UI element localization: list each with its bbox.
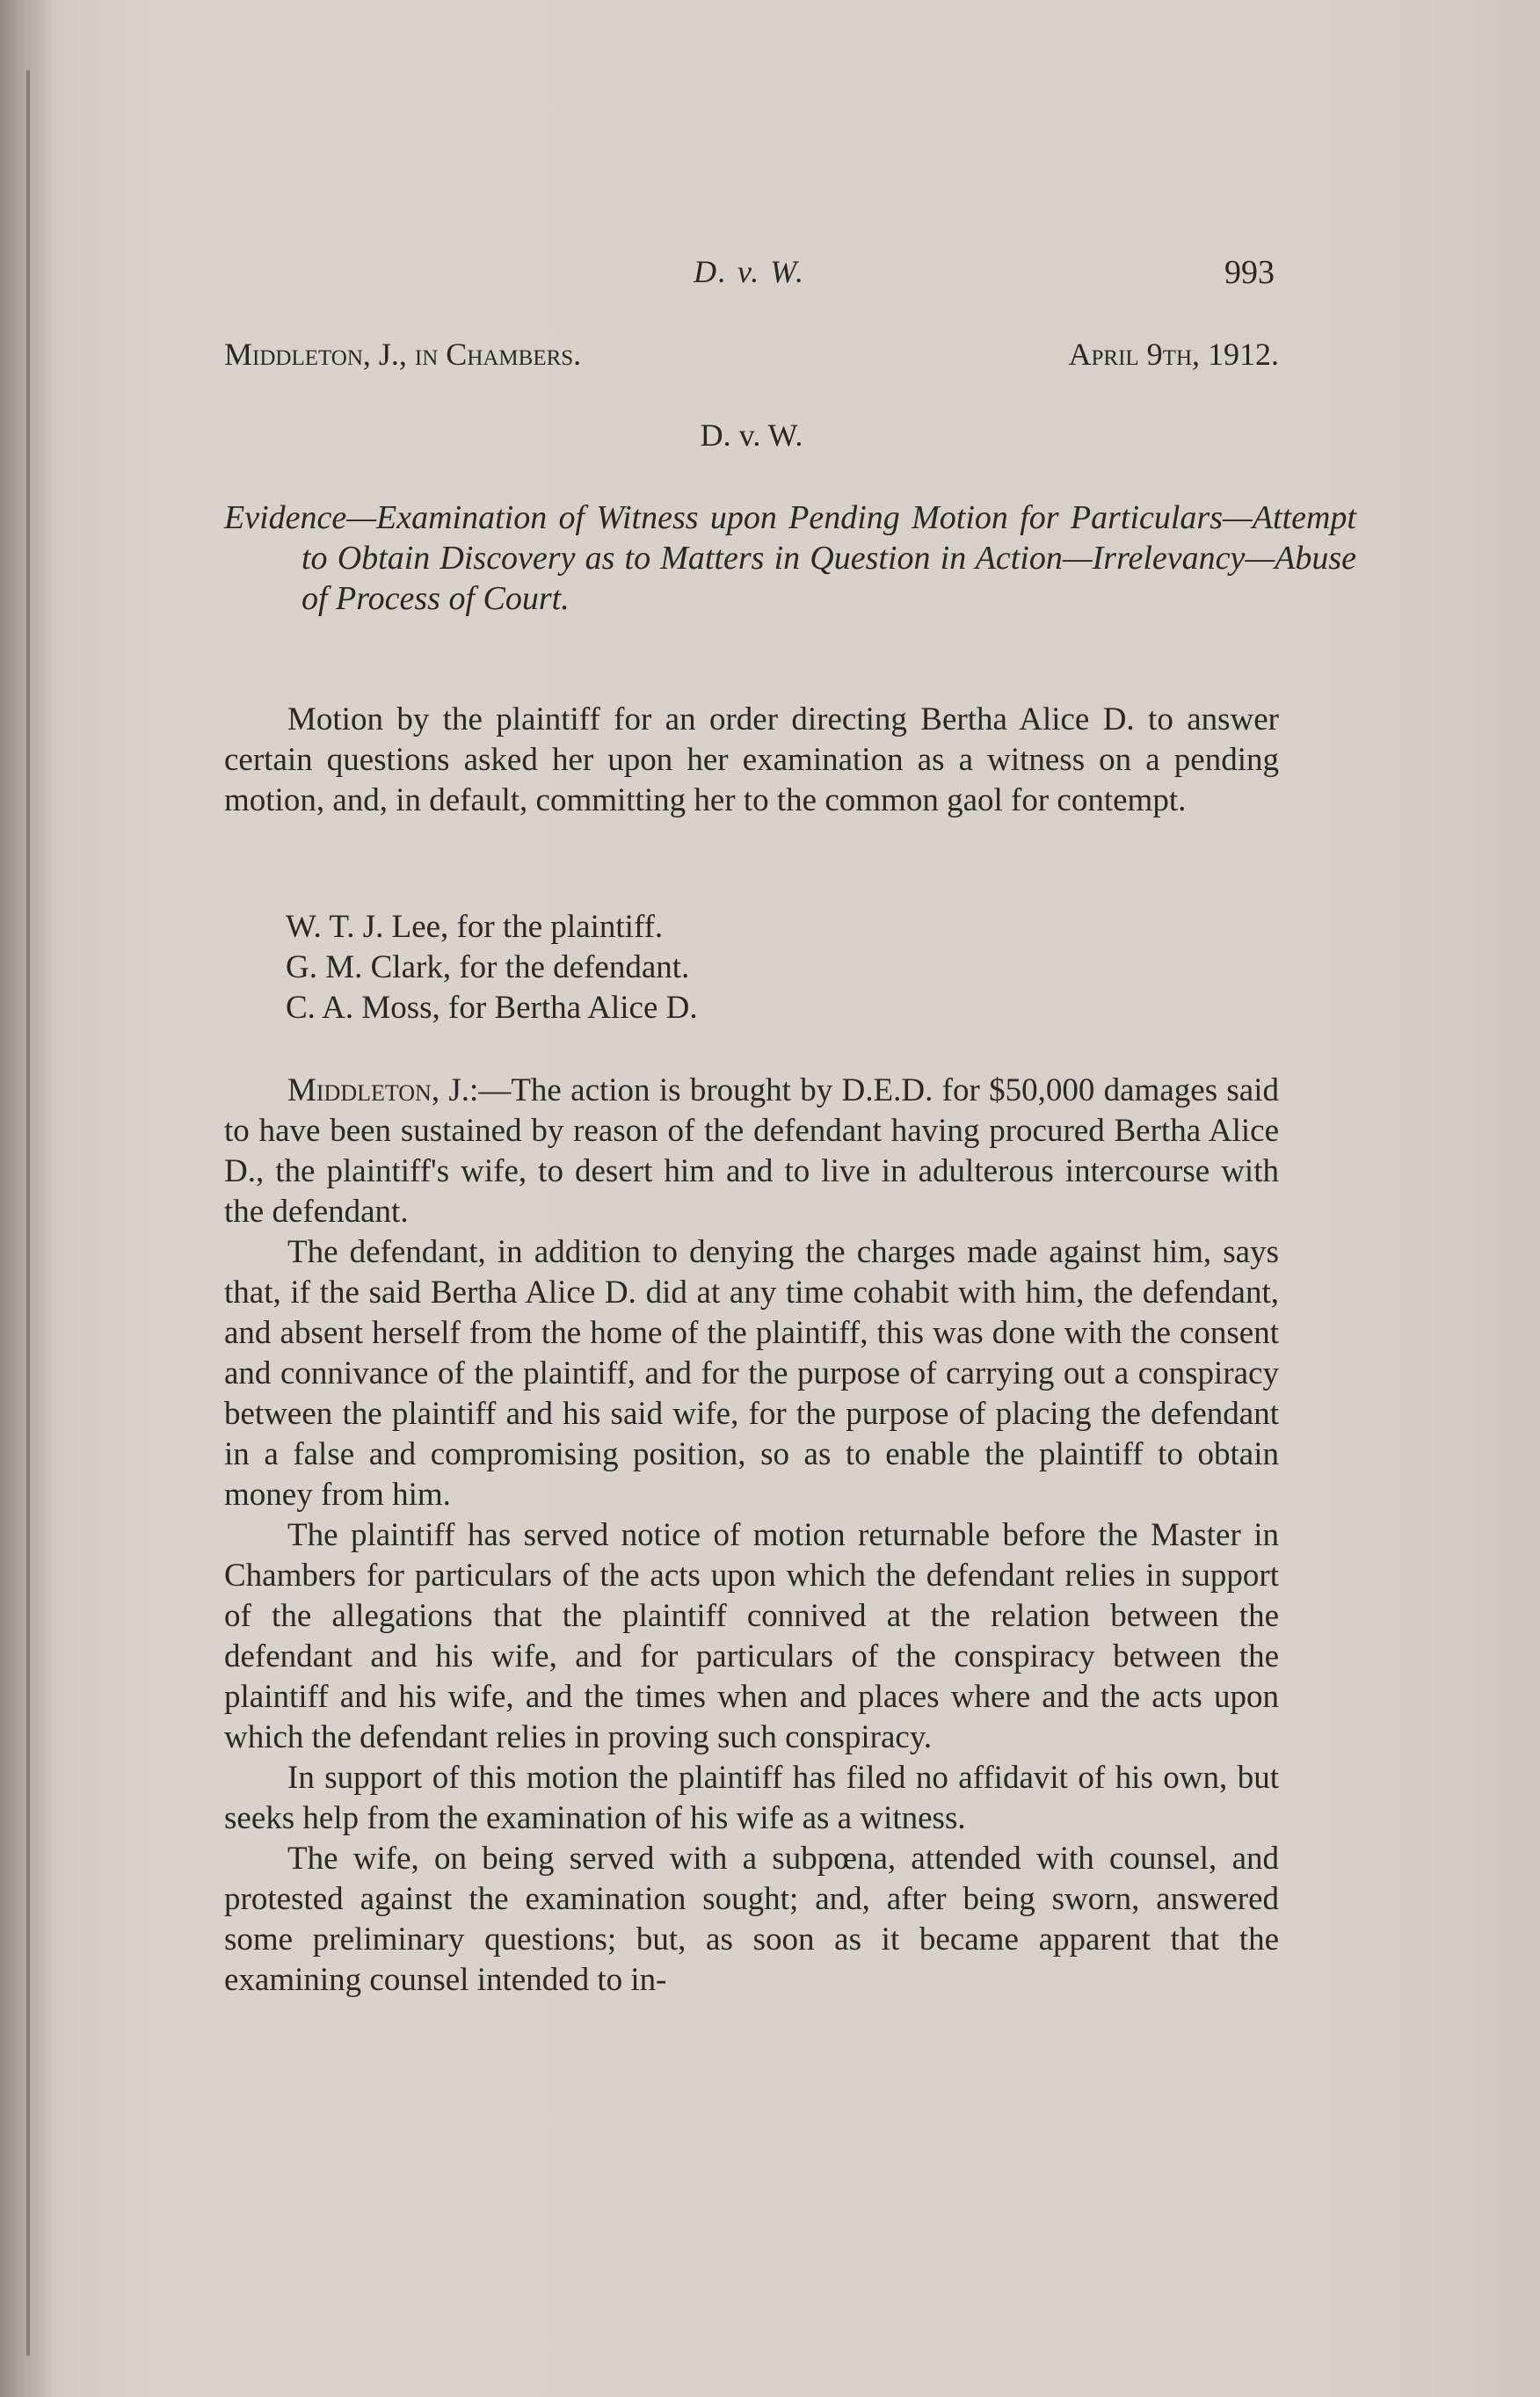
- opinion: [224, 1071, 1279, 2001]
- headnote: Evidence—Examination of Witness upon Pending Motion for Particulars—Attempt to Obtain Discovery as to Matters in Question in Action—Irrelevancy—Abuse of Process of Court.: [224, 499, 1356, 617]
- court-line: [224, 336, 1279, 380]
- motion-text: Motion by the plaintiff for an order directing Bertha Alice D. to answer certain questions asked her upon her examination as a witness on a pending motion, and, in default, committing her to the common gaol for contempt.: [224, 701, 1279, 818]
- opinion-paragraph-1: [224, 1071, 1279, 1232]
- page-number: 993: [1224, 254, 1275, 291]
- counsel-defendant: G. M. Clark, for the defendant.: [286, 949, 690, 985]
- motion-paragraph: [224, 700, 1279, 821]
- counsel-witness: C. A. Moss, for Bertha Alice D.: [286, 990, 698, 1026]
- opinion-paragraph-5: The wife, on being served with a subpœna, attended with counsel, and protested against the examination sought; and, after being sworn, answered some preliminary questions; but, as soon as it became apparent that the examining counsel intended to in-: [224, 1841, 1279, 1998]
- judge-in-chambers: Middleton, J., in Chambers.: [224, 337, 582, 372]
- opinion-paragraph-3: The plaintiff has served notice of motion returnable before the Master in Chambers for particulars of the acts upon which the defendant relies in support of the allegations that the plaintiff connived at the relation between the defendant and his wife, and for particulars of the conspiracy between the plaintiff and his wife, and the times when and places where and the acts upon which the defendant relies in proving such conspiracy.: [224, 1517, 1279, 1755]
- opinion-judge-name: Middleton, J.: [287, 1072, 470, 1108]
- counsel-plaintiff: W. T. J. Lee, for the plaintiff.: [286, 909, 664, 945]
- running-head: [224, 253, 1275, 297]
- counsel-list: [286, 907, 1165, 1028]
- case-title: D. v. W.: [700, 418, 803, 453]
- running-head-title: D. v. W.: [694, 254, 805, 289]
- decision-date: April 9th, 1912.: [1068, 337, 1279, 372]
- opinion-paragraph-1-text: :—The action is brought by D.E.D. for $50,000 damages said to have been sustained by reason of the defendant having procured Bertha Alice D., the plaintiff's wife, to desert him and to live in adulterous intercourse with the defendant.: [224, 1072, 1279, 1230]
- opinion-paragraph-4: In support of this motion the plaintiff has filed no affidavit of his own, but seeks help from the examination of his wife as a witness.: [224, 1760, 1279, 1836]
- binding-edge: [26, 70, 30, 2356]
- opinion-paragraph-2: The defendant, in addition to denying the charges made against him, says that, if the said Bertha Alice D. did at any time cohabit with him, the defendant, and absent herself from the home of the plaintiff, this was done with the consent and connivance of the plaintiff, and for the purpose of carrying out a conspiracy between the plaintiff and his said wife, for the purpose of placing the defendant in a false and compromising position, so as to enable the plaintiff to obtain money from him.: [224, 1234, 1279, 1513]
